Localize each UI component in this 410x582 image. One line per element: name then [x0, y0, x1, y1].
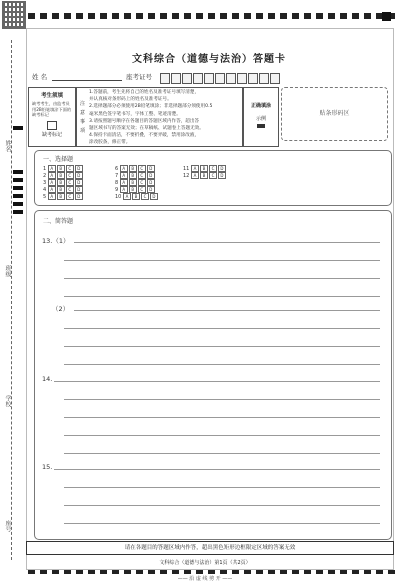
bottom-cut-line [28, 570, 400, 574]
timing-mark [13, 178, 23, 182]
binding-line [11, 40, 12, 560]
timing-mark [13, 202, 23, 206]
mc-column-3 [183, 165, 227, 179]
mc-question-row[interactable]: 10 A B C D [115, 193, 159, 200]
candidate-box [28, 87, 76, 147]
answer-line[interactable] [64, 399, 380, 400]
barcode-area [281, 87, 388, 141]
question-13-label: 13.（1） [42, 237, 70, 245]
notice-line: 毫米黑色签字笔书写，字体工整、笔迹清楚。 [89, 111, 181, 117]
sidebar-label-seat: 座号 [4, 520, 11, 532]
notice-label: 注意事项 [79, 101, 85, 134]
mc-question-row[interactable]: 1 A B C D [43, 165, 84, 172]
notice-line: 2.选择题部分必须使用2B铅笔填涂；非选择题部分须使用0.5 [89, 104, 213, 110]
footer-notice: 请在各题目的答题区域内作答，超出黑色矩形边框限定区域的答案无效 [26, 541, 394, 555]
notice-line: 涂改胶条，修正带。 [89, 140, 131, 146]
question-14-label: 14. [42, 375, 53, 383]
multiple-choice-panel [34, 150, 392, 206]
timing-mark [13, 170, 23, 174]
timing-mark [13, 194, 23, 198]
sidebar-label-name: 姓名 [4, 140, 11, 152]
mc-question-row[interactable]: 6 A B C D [115, 165, 159, 172]
answer-line[interactable] [64, 505, 380, 506]
answer-line[interactable] [64, 364, 380, 365]
mc-question-row[interactable]: 9 A B C D [115, 186, 159, 193]
notice-line: 4.保持卡面清洁，不要折叠，不要弄破，禁用涂改液， [89, 133, 200, 139]
notice-line: 题区域书写的答案无效；在草稿纸、试题卷上答题无效。 [89, 126, 204, 132]
mc-column-2 [115, 165, 159, 200]
answer-line[interactable] [64, 487, 380, 488]
filled-sample-mark [257, 124, 265, 128]
absent-mark-label: 缺考标记 [41, 131, 62, 138]
answer-line[interactable] [54, 469, 380, 470]
exam-number-cells[interactable] [160, 69, 281, 88]
notice-line: 3.请按照题号顺序在各题目的答题区域内作答，超出答 [89, 118, 200, 124]
answer-line[interactable] [64, 417, 380, 418]
sidebar-label-class: 班级 [4, 265, 11, 277]
mc-question-row[interactable]: 7 A B C D [115, 172, 159, 179]
answer-line[interactable] [64, 346, 380, 347]
fill-sample-title: 正确填涂 [250, 103, 271, 109]
mc-question-row[interactable]: 12 A B C D [183, 172, 227, 179]
fill-sample-box [243, 87, 279, 147]
answer-line[interactable] [64, 453, 380, 454]
qr-code [2, 1, 26, 29]
answer-line[interactable] [64, 260, 380, 261]
answer-line[interactable] [64, 278, 380, 279]
candidate-box-title: 考生须填 [40, 93, 63, 99]
notice-line: 并认真核对条形码上的姓名及准考证号。 [89, 97, 172, 103]
fill-sample-label: 示例 [255, 116, 266, 122]
mc-question-row[interactable]: 3 A B C D [43, 179, 84, 186]
notice-line: 1.答题前，考生先将自己的姓名及准考证号填写清楚， [89, 90, 200, 95]
cut-line-label: —— 沿 虚 线 剪 开 —— [177, 576, 233, 582]
section2-title: 二、简答题 [43, 218, 74, 225]
sidebar-label-school: 学校 [4, 395, 11, 407]
timing-mark [13, 126, 23, 130]
candidate-box-text: 缺考考生，由监考员用2B铅笔填涂下面的缺考标记 [32, 101, 72, 117]
mc-question-row[interactable]: 11 A B C D [183, 165, 227, 172]
exam-number-label: 座考证号 [126, 73, 152, 81]
name-label: 姓 名 [32, 73, 48, 81]
question-15-label: 15. [42, 463, 53, 471]
notice-text [89, 89, 239, 147]
section1-title: 一、选择题 [43, 156, 74, 163]
answer-line[interactable] [64, 296, 380, 297]
page-title: 文科综合（道德与法治）答题卡 [132, 54, 286, 65]
mc-column-1 [43, 165, 84, 200]
name-field[interactable] [52, 80, 122, 81]
mc-question-row[interactable]: 8 A B C D [115, 179, 159, 186]
corner-alignment-mark [382, 12, 391, 21]
mc-question-row[interactable]: 5 A B C D [43, 193, 84, 200]
answer-line[interactable] [74, 310, 380, 311]
timing-mark [13, 186, 23, 190]
barcode-label: 贴条形码区 [319, 110, 350, 117]
answer-line[interactable] [64, 328, 380, 329]
answer-line[interactable] [54, 381, 380, 382]
answer-line[interactable] [64, 523, 380, 524]
timing-mark [13, 210, 23, 214]
answer-line[interactable] [74, 242, 380, 243]
absent-checkbox[interactable] [47, 121, 57, 130]
top-cut-line [28, 13, 400, 19]
answer-line[interactable] [64, 435, 380, 436]
question-13-2-label: （2） [52, 305, 70, 313]
mc-question-row[interactable]: 4 A B C D [43, 186, 84, 193]
notice-box [76, 87, 243, 147]
page-info: 文科综合（道德与法治）第1页（共2页） [159, 560, 251, 566]
mc-question-row[interactable]: 2 A B C D [43, 172, 84, 179]
